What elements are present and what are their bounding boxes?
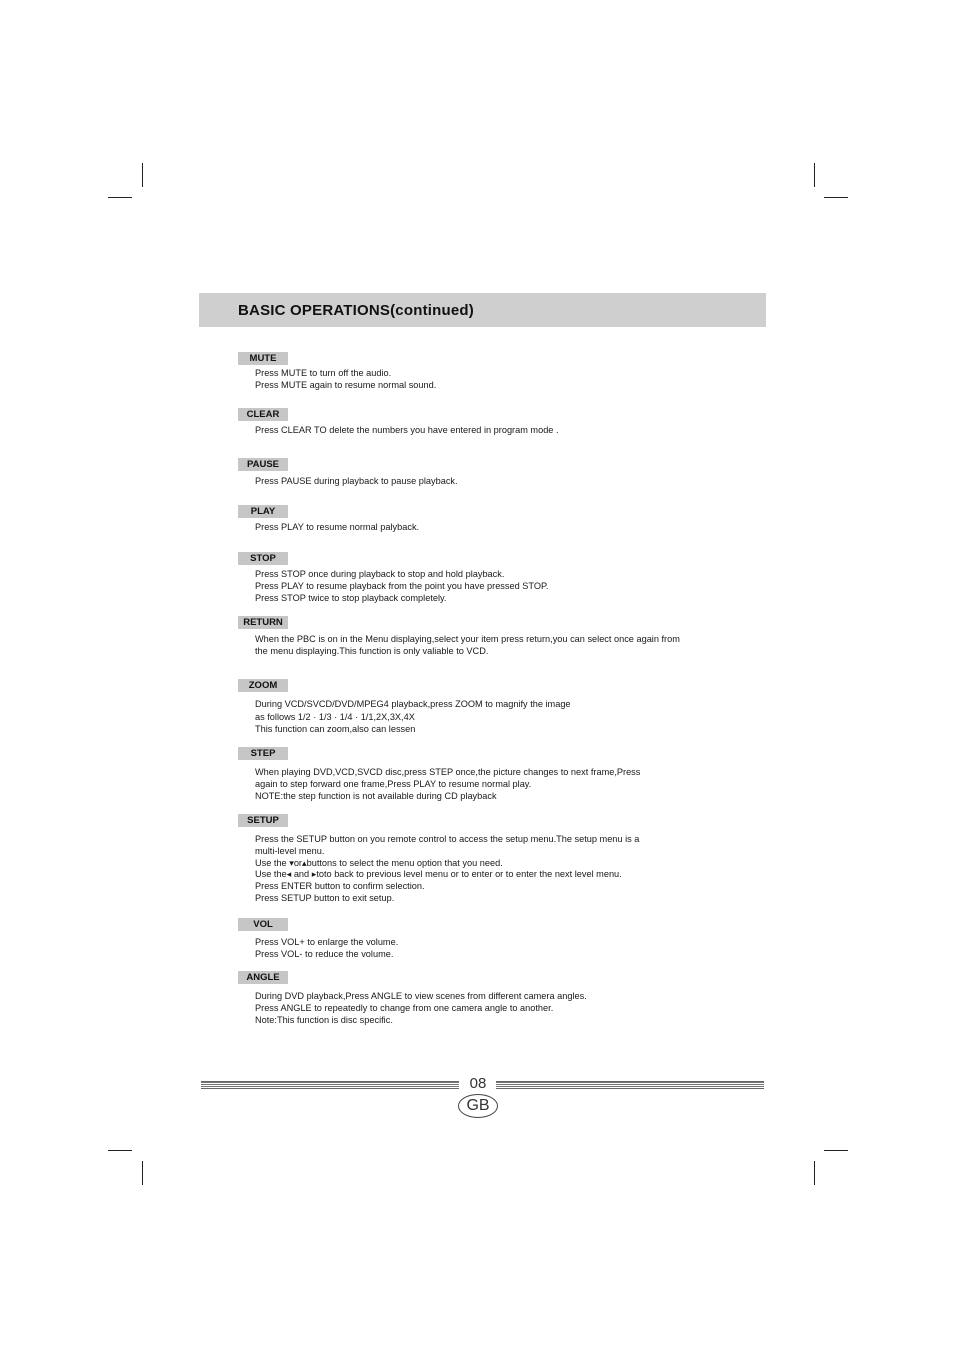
body-line: Use the ▾or▴buttons to select the menu option that you need. (255, 857, 503, 868)
section-body (255, 767, 640, 802)
body-line: When the PBC is on in the Menu displaying,select your item press return,you can select once again from (255, 634, 680, 644)
body-line: This function can zoom,also can lessen (255, 723, 416, 734)
section-header-band (199, 293, 766, 327)
section-stop (238, 552, 548, 604)
section-label: RETURN (238, 616, 288, 629)
section-body (255, 991, 587, 1026)
body-line: Press ENTER button to confirm selection. (255, 881, 425, 892)
body-line: again to step forward one frame,Press PLAY to resume normal play. (255, 778, 532, 789)
body-line: Note:This function is disc specific. (255, 1014, 393, 1025)
crop-mark-bottom-left-vertical (142, 1161, 143, 1185)
body-line: Press CLEAR TO delete the numbers you have entered in program mode . (255, 425, 559, 435)
section-label: PAUSE (238, 458, 288, 471)
section-body (255, 634, 680, 658)
body-line: During VCD/SVCD/DVD/MPEG4 playback,press ZOOM to magnify the image (255, 699, 571, 709)
section-body (255, 522, 419, 534)
body-line: Press MUTE again to resume normal sound. (255, 379, 437, 390)
section-zoom (238, 679, 571, 735)
section-body (255, 476, 458, 488)
crop-mark-top-right-vertical (814, 163, 815, 187)
section-body (255, 937, 398, 961)
body-line: Press VOL- to reduce the volume. (255, 948, 394, 959)
section-label: PLAY (238, 505, 288, 518)
section-play (238, 505, 419, 534)
section-body (255, 368, 436, 392)
body-line: multi-level menu. (255, 845, 325, 856)
body-line: Press SETUP button to exit setup. (255, 892, 395, 903)
crop-mark-top-right-horizontal (824, 197, 848, 198)
section-label: VOL (238, 918, 288, 931)
body-line: Press PLAY to resume playback from the point you have pressed STOP. (255, 580, 549, 591)
body-line: Press MUTE to turn off the audio. (255, 368, 392, 378)
body-line: When playing DVD,VCD,SVCD disc,press STEP once,the picture changes to next frame,Press (255, 767, 641, 777)
page-number: 08 (469, 1075, 487, 1092)
body-line: Press STOP once during playback to stop and hold playback. (255, 569, 505, 579)
section-label: STOP (238, 552, 288, 565)
section-return (238, 616, 680, 658)
section-label: MUTE (238, 352, 288, 365)
body-line: NOTE:the step function is not available during CD playback (255, 790, 497, 801)
crop-mark-bottom-right-vertical (814, 1161, 815, 1185)
language-badge: GB (458, 1094, 498, 1118)
section-mute (238, 352, 436, 392)
section-label: SETUP (238, 814, 288, 827)
section-body (255, 569, 548, 604)
crop-mark-top-left-vertical (142, 163, 143, 187)
body-line: Press VOL+ to enlarge the volume. (255, 937, 399, 947)
section-label: ANGLE (238, 971, 288, 984)
crop-mark-bottom-left-horizontal (108, 1150, 132, 1151)
section-pause (238, 458, 458, 488)
body-line: Press PLAY to resume normal palyback. (255, 522, 420, 532)
section-setup (238, 814, 639, 905)
section-angle (238, 971, 587, 1026)
section-step (238, 747, 640, 802)
page-title: BASIC OPERATIONS(continued) (238, 302, 474, 319)
body-line: Press PAUSE during playback to pause playback. (255, 476, 458, 486)
body-line: Use the◂ and ▸toto back to previous level menu or to enter or to enter the next level menu. (255, 869, 622, 880)
body-line: Press ANGLE to repeatedly to change from one camera angle to another. (255, 1002, 554, 1013)
body-line: as follows 1/2 · 1/3 · 1/4 · 1/1,2X,3X,4X (255, 711, 415, 722)
section-label: ZOOM (238, 679, 288, 692)
section-body (255, 425, 559, 437)
body-line: During DVD playback,Press ANGLE to view scenes from different camera angles. (255, 991, 587, 1001)
footer-rule-left (201, 1081, 459, 1089)
footer-rule-right (496, 1081, 764, 1089)
body-line: Press the SETUP button on you remote control to access the setup menu.The setup menu is a (255, 834, 640, 844)
body-line: the menu displaying.This function is only valiable to VCD. (255, 645, 489, 656)
section-label: STEP (238, 747, 288, 760)
section-vol (238, 918, 398, 961)
crop-mark-bottom-right-horizontal (824, 1150, 848, 1151)
section-body (255, 699, 571, 735)
crop-mark-top-left-horizontal (108, 197, 132, 198)
section-label: CLEAR (238, 408, 288, 421)
section-clear (238, 408, 559, 437)
section-body (255, 834, 639, 905)
body-line: Press STOP twice to stop playback completely. (255, 592, 447, 603)
